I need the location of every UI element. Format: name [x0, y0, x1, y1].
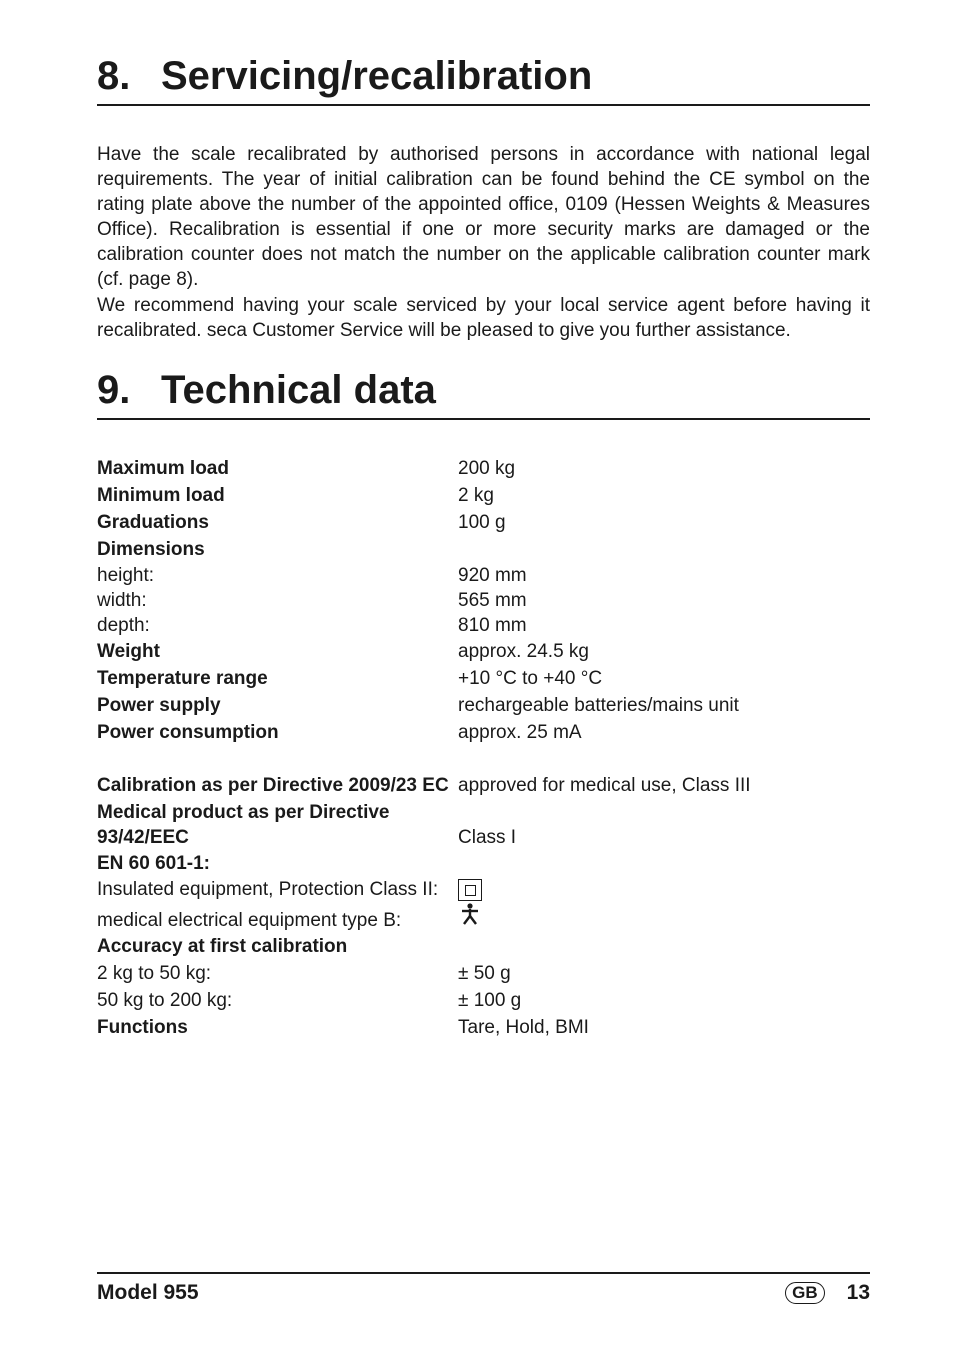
section-title: Servicing/recalibration — [161, 54, 593, 98]
table-row — [97, 960, 870, 987]
spec-label: Dimensions — [97, 539, 205, 560]
spec-value: approx. 25 mA — [458, 722, 582, 743]
page-number: 13 — [846, 1281, 870, 1304]
table-row — [97, 665, 870, 692]
type-b-applied-part-icon — [458, 902, 482, 933]
spec-label: Functions — [97, 1017, 188, 1038]
spec-label: Weight — [97, 641, 160, 662]
spec-label: Accuracy at first calibration — [97, 936, 348, 957]
spec-value: Class I — [458, 827, 517, 848]
spec-label: Power consumption — [97, 722, 279, 743]
section-heading-technical-data — [97, 366, 870, 420]
table-row — [97, 536, 870, 563]
spec-value: approx. 24.5 kg — [458, 641, 589, 662]
table-row — [97, 482, 870, 509]
spec-label: Insulated equipment, Protection Class II: — [97, 879, 439, 900]
spec-value: Tare, Hold, BMI — [458, 1017, 589, 1038]
spec-value: ± 100 g — [458, 990, 522, 1011]
table-row — [97, 798, 870, 850]
spec-value: 565 mm — [458, 590, 527, 611]
spec-label: Power supply — [97, 695, 221, 716]
table-row — [97, 850, 870, 877]
servicing-paragraph-1: Have the scale recalibrated by authorised persons in accordance with national legal requirements. The year of initial calibration can be found behind the CE symbol on the rating plate above the number of the appointed office, 0109 (Hessen Weights & Measures Office). Recalibration is essential if one or more security marks are damaged or the calibration counter does not match the number on the applicable calibration counter mark (cf. page 8). — [97, 144, 870, 290]
section-number: 8. — [97, 54, 131, 98]
spec-label: width: — [97, 590, 147, 611]
spec-label: height: — [97, 565, 155, 586]
spec-value: 200 kg — [458, 458, 516, 479]
spec-value — [458, 902, 870, 933]
footer-model: Model 955 — [97, 1281, 199, 1304]
language-badge: GB — [785, 1282, 825, 1304]
table-row — [97, 563, 870, 588]
footer-page-info — [785, 1279, 870, 1307]
spec-value: 920 mm — [458, 565, 527, 586]
spec-label: Medical product as per Directive 93/42/EEC — [97, 802, 390, 848]
table-row — [97, 987, 870, 1014]
protection-class-ii-icon — [458, 879, 482, 901]
table-row — [97, 588, 870, 613]
spec-value: 810 mm — [458, 615, 527, 636]
section-title: Technical data — [161, 368, 436, 412]
table-row — [97, 877, 870, 902]
section-number: 9. — [97, 368, 131, 412]
table-row — [97, 746, 870, 798]
spec-label: 50 kg to 200 kg: — [97, 990, 233, 1011]
section-heading-servicing — [97, 52, 870, 106]
table-row — [97, 613, 870, 638]
spec-value: 2 kg — [458, 485, 494, 506]
spec-value: 100 g — [458, 512, 506, 533]
spec-value: rechargeable batteries/mains unit — [458, 695, 739, 716]
spec-value: ± 50 g — [458, 963, 511, 984]
table-row — [97, 933, 870, 960]
spec-label: 2 kg to 50 kg: — [97, 963, 212, 984]
table-row — [97, 638, 870, 665]
spec-value: +10 °C to +40 °C — [458, 668, 603, 689]
spec-value — [458, 877, 870, 902]
table-row — [97, 509, 870, 536]
spec-label: Calibration as per Directive 2009/23 EC — [97, 775, 449, 796]
table-row — [97, 692, 870, 719]
table-row — [97, 455, 870, 482]
spec-label: Maximum load — [97, 458, 229, 479]
spec-label: Graduations — [97, 512, 209, 533]
technical-data-table — [97, 455, 870, 1041]
footer-divider — [97, 1272, 870, 1274]
table-row — [97, 902, 870, 933]
spec-label: depth: — [97, 615, 150, 636]
spec-value — [458, 536, 870, 563]
spec-value — [458, 933, 870, 960]
spec-value: approved for medical use, Class III — [458, 775, 751, 796]
table-row — [97, 719, 870, 746]
spec-label: Temperature range — [97, 668, 268, 689]
spec-label: EN 60 601-1: — [97, 853, 211, 874]
table-row — [97, 1014, 870, 1041]
spec-label: medical electrical equipment type B: — [97, 910, 402, 931]
spec-value — [458, 850, 870, 877]
servicing-paragraph-2: We recommend having your scale serviced by your local service agent before having it recalibrated. seca Customer Service will be pleased to give you further assistance. — [97, 295, 870, 341]
spec-label: Minimum load — [97, 485, 225, 506]
